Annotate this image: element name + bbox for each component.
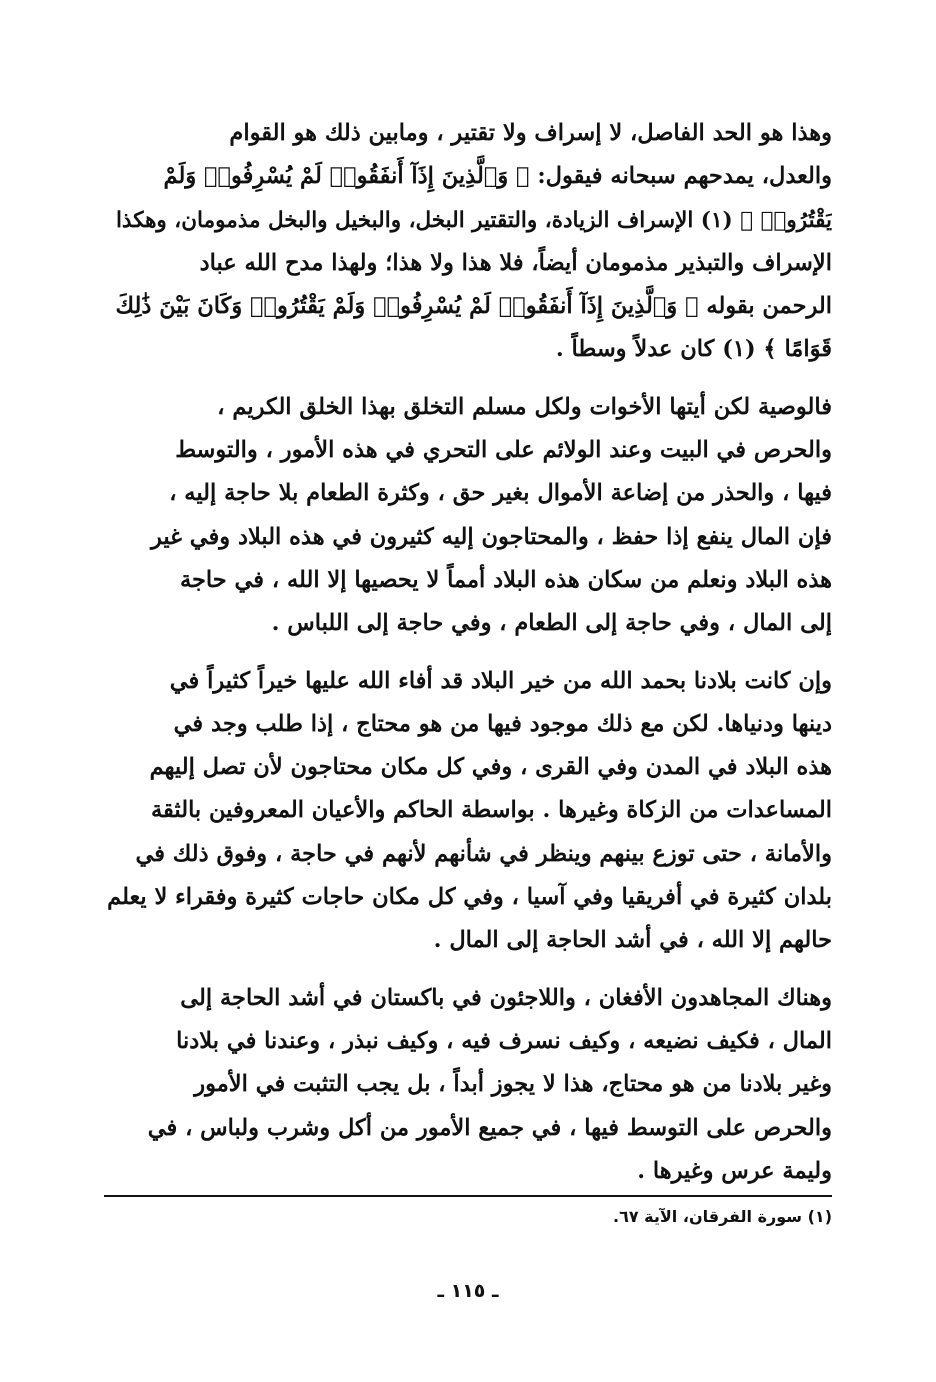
text-line: هذه البلاد ونعلم من سكان هذه البلاد أمماً لا يحصيها إلا الله ، في حاجة	[179, 566, 832, 593]
text-line: والأمانة ، حتى توزع بينهم وينظر في شأنهم لأنهم في حاجة ، وفوق ذلك في	[135, 840, 832, 867]
text-line: وغير بلادنا من هو محتاج، هذا لا يجوز أبداً ، بل يجب التثبت في الأمور	[194, 1071, 832, 1098]
text-line: الرحمن بقوله ﴿ وَٱلَّذِينَ إِذَآ أَنفَقُوا۟ لَمْ يُسْرِفُوا۟ وَلَمْ يَقْتُرُوا۟ وَكَانَ بَيْنَ ذَٰلِكَ	[115, 293, 832, 320]
page-body	[104, 112, 832, 1229]
text-line: وهناك المجاهدون الأفغان ، واللاجئون في باكستان في أشد الحاجة إلى	[180, 984, 832, 1011]
text-line: دينها ودنياها. لكن مع ذلك موجود فيها من هو محتاج ، إذا طلب وجد في	[173, 710, 832, 737]
text-line: والعدل، يمدحهم سبحانه فيقول: ﴿ وَٱلَّذِينَ إِذَآ أَنفَقُوا۟ لَمْ يُسْرِفُوا۟ وَلَمْ	[163, 163, 832, 190]
text-line: المساعدات من الزكاة وغيرها . بواسطة الحاكم والأعيان المعروفين بالثقة	[150, 797, 832, 824]
paragraph	[104, 977, 832, 1193]
main-text	[104, 112, 832, 1193]
paragraph	[104, 660, 832, 963]
text-line: هذه البلاد في المدن وفي القرى ، وفي كل مكان محتاجون لأن تصل إليهم	[149, 754, 832, 781]
text-line: وليمة عرس وغيرها .	[637, 1157, 832, 1184]
text-line: وهذا هو الحد الفاصل، لا إسراف ولا تقتير ، ومابين ذلك هو القوام	[229, 120, 832, 146]
text-line: الإسراف والتبذير مذمومان أيضاً، فلا هذا ولا هذا؛ ولهذا مدح الله عباد	[199, 249, 832, 276]
footnote: (١) سورة الفرقان، الآية ٦٧.	[613, 1207, 832, 1227]
text-line: يَقْتُرُوا۟ ﴾ (١) الإسراف الزيادة، والتقتير البخل، والبخيل والبخل مذمومان، وهكذا	[115, 207, 832, 233]
paragraph	[104, 112, 832, 372]
text-line: فالوصية لكن أيتها الأخوات ولكل مسلم التخلق بهذا الخلق الكريم ،	[217, 393, 832, 420]
text-line: فإن المال ينفع إذا حفظ ، والمحتاجون إليه كثيرون في هذه البلاد وفي غير	[150, 523, 832, 550]
text-line: بلدان كثيرة في أفريقيا وفي آسيا ، وفي كل مكان حاجات كثيرة وفقراء لا يعلم	[107, 884, 832, 911]
text-line: والحرص على التوسط فيها ، في جميع الأمور من أكل وشرب ولباس ، في	[147, 1114, 832, 1141]
footnote-separator	[104, 1195, 832, 1197]
paragraph	[104, 386, 832, 646]
page-number: ـ ١١٥ ـ	[437, 1280, 499, 1302]
text-line: حالهم إلا الله ، في أشد الحاجة إلى المال .	[433, 927, 832, 954]
text-line: فيها ، والحذر من إضاعة الأموال بغير حق ، وكثرة الطعام بلا حاجة إليه ،	[169, 480, 832, 507]
text-line: إلى المال ، وفي حاجة إلى الطعام ، وفي حاجة إلى اللباس .	[271, 610, 832, 637]
text-line: قَوَامًا ﴾ (١) كان عدلاً وسطاً .	[555, 336, 832, 363]
text-line: وإن كانت بلادنا بحمد الله من خير البلاد قد أفاء الله عليها خيراً كثيراً في	[169, 667, 832, 694]
text-line: والحرص في البيت وعند الولائم على التحري في هذه الأمور ، والتوسط	[175, 437, 832, 464]
text-line: المال ، فكيف نضيعه ، وكيف نسرف فيه ، وكيف نبذر ، وعندنا في بلادنا	[176, 1027, 832, 1054]
